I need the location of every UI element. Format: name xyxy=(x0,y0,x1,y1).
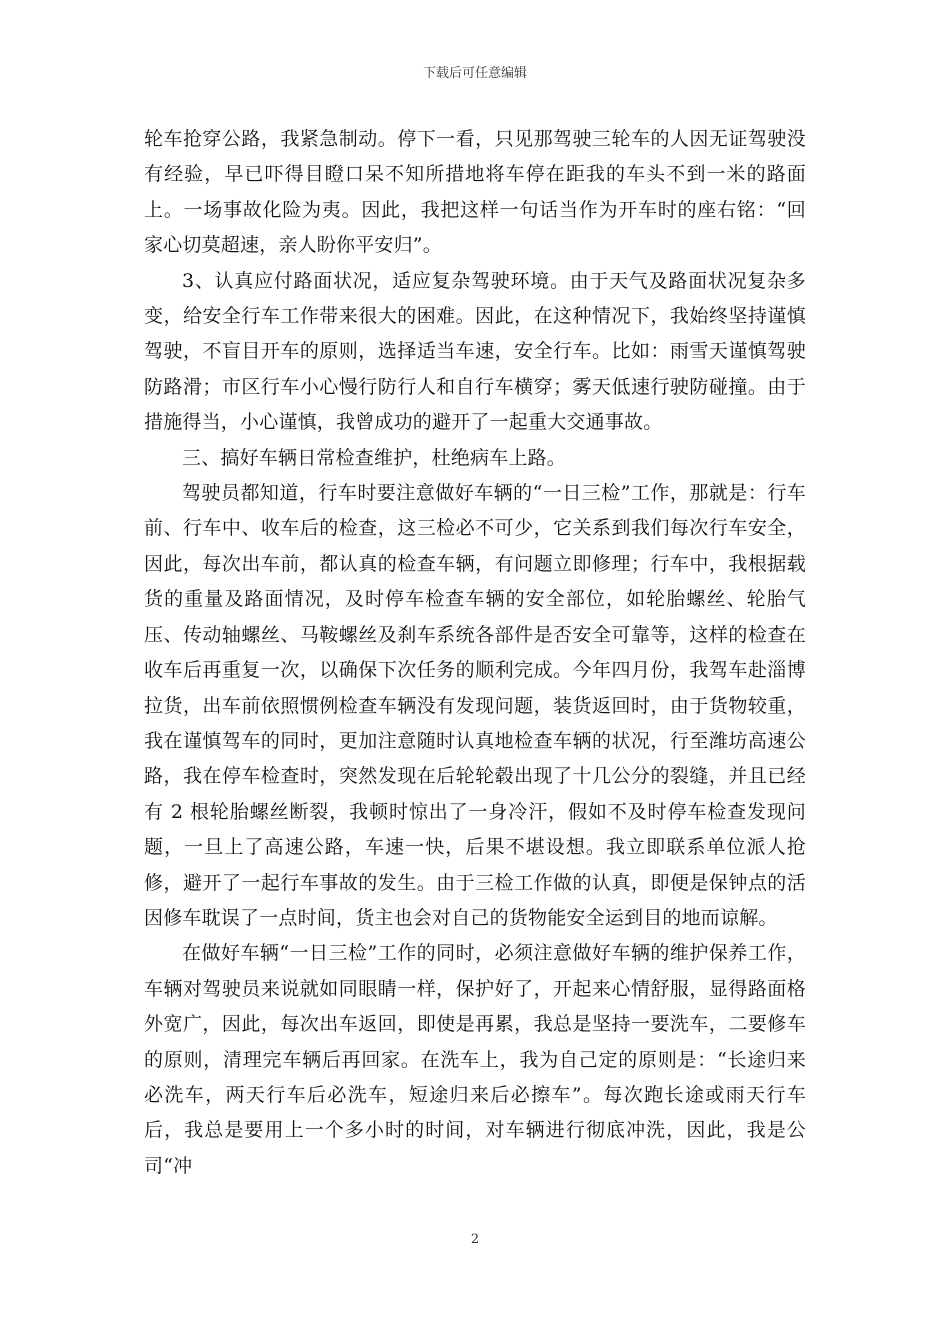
paragraph-daily-checks: 驾驶员都知道，行车时要注意做好车辆的“一日三检”工作，那就是：行车前、行车中、收车后的检查，这三检必不可少，它关系到我们每次行车安全，因此，每次出车前，都认真的检查车辆，有问题立即修理；行车中，我根据载货的重量及路面情况，及时停车检查车辆的安全部位，如轮胎螺丝、轮胎气压、传动轴螺丝、马鞍螺丝及刹车系统各部件是否安全可靠等，这样的检查在收车后再重复一次，以确保下次任务的顺利完成。今年四月份，我驾车赴淄博拉货，出车前依照惯例检查车辆没有发现问题，装货返回时，由于货物较重，我在谨慎驾车的同时，更加注意随时认真地检查车辆的状况，行至潍坊高速公路，我在停车检查时，突然发现在后轮轮毂出现了十几公分的裂缝，并且已经有 2 根轮胎螺丝断裂，我顿时惊出了一身冷汗，假如不及时停车检查发现问题，一旦上了高速公路，车速一快，后果不堪设想。我立即联系单位派人抢修，避开了一起行车事故的发生。由于三检工作做的认真，即便是保钟点的活因修车耽误了一点时间，货主也会对自己的货物能安全运到目的地而谅解。 xyxy=(144,482,806,929)
paragraph-continuation: 轮车抢穿公路，我紧急制动。停下一看，只见那驾驶三轮车的人因无证驾驶没有经验，早已吓得目瞪口呆不知所措地将车停在距我的车头不到一米的路面上。一场事故化险为夷。因此，我把这样一句话当作为开车时的座右铭：“回家心切莫超速，亲人盼你平安归”。 xyxy=(144,128,806,257)
document-body xyxy=(144,122,806,1184)
paragraph-road-conditions: 3、认真应付路面状况，适应复杂驾驶环境。由于天气及路面状况复杂多变，给安全行车工作带来很大的困难。因此，在这种情况下，我始终坚持谨慎驾驶，不盲目开车的原则，选择适当车速，安全行车。比如：雨雪天谨慎驾驶防路滑；市区行车小心慢行防行人和自行车横穿；雾天低速行驶防碰撞。由于措施得当，小心谨慎，我曾成功的避开了一起重大交通事故。 xyxy=(144,269,806,434)
paragraph-vehicle-care: 在做好车辆“一日三检”工作的同时，必须注意做好车辆的维护保养工作，车辆对驾驶员来说就如同眼睛一样，保护好了，开起来心情舒服，显得路面格外宽广，因此，每次出车返回，即使是再累，我总是坚持一要洗车，二要修车的原则，清理完车辆后再回家。在洗车上，我为自己定的原则是：“长途归来必洗车，两天行车后必洗车，短途归来后必擦车”。每次跑长途或雨天行车后，我总是要用上一个多小时的时间，对车辆进行彻底冲洗，因此，我是公司“冲 xyxy=(144,942,806,1177)
section-heading-maintenance: 三、搞好车辆日常检查维护，杜绝病车上路。 xyxy=(182,446,567,469)
page-header: 下载后可任意编辑 xyxy=(422,66,527,81)
page-number: 2 xyxy=(470,1232,480,1247)
